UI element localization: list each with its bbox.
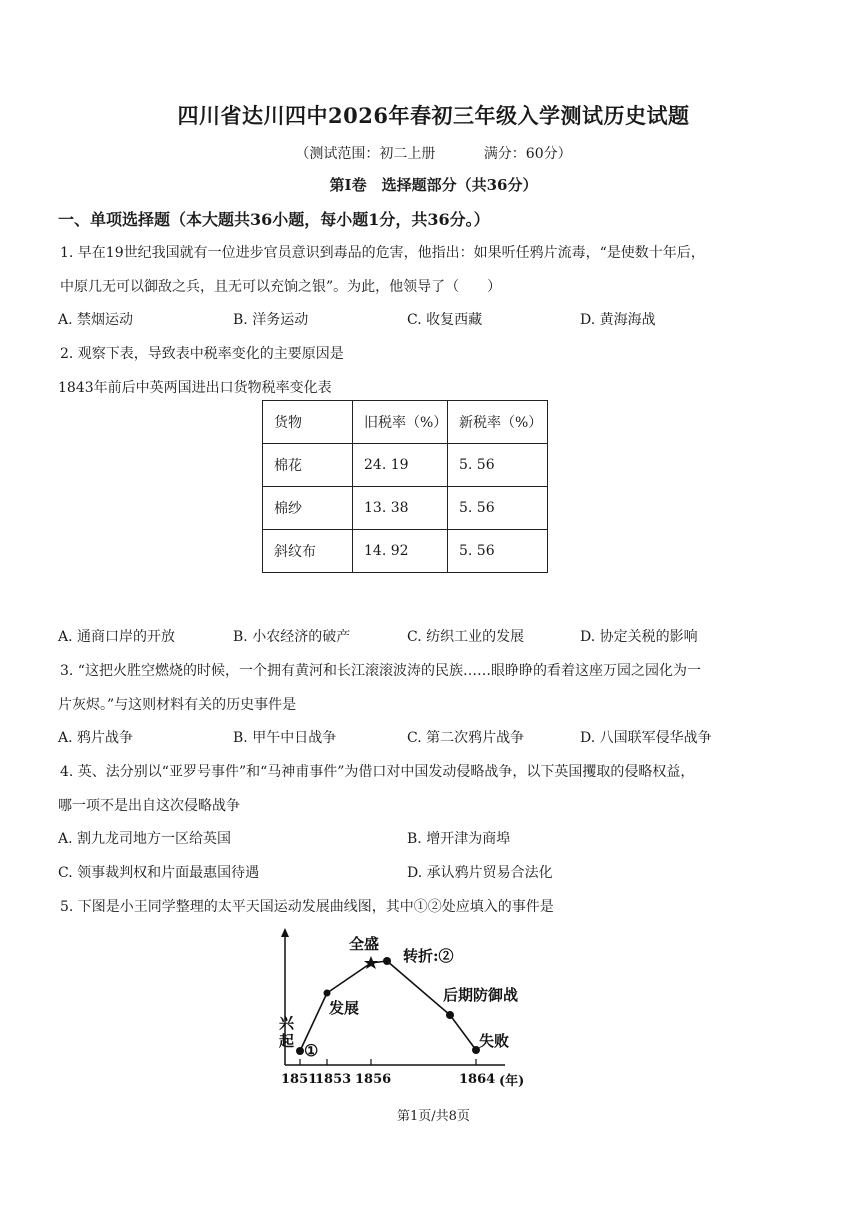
table-row <box>263 487 548 530</box>
q1-option-a: A. 禁烟运动 <box>58 312 134 328</box>
table-row <box>263 530 548 573</box>
q4-option-d: D. 承认鸦片贸易合法化 <box>407 865 553 881</box>
table-cell: 24. 19 <box>353 444 448 487</box>
point-develop <box>324 990 331 997</box>
y-axis-arrow-icon <box>281 928 289 937</box>
page-number: 第1页/共8页 <box>397 1109 470 1124</box>
q4-stem-line2: 哪一项不是出自这次侵略战争 <box>58 798 240 814</box>
table-header-cell: 旧税率（%） <box>353 401 448 444</box>
label-turn: 转折:② <box>403 947 454 965</box>
q1-stem-line2: 中原几无可以御敌之兵，且无可以充饷之银”。为此，他领导了（ ） <box>60 279 502 295</box>
x-unit-label: (年) <box>499 1074 525 1089</box>
page-title: 四川省达川四中2026年春初三年级入学测试历史试题 <box>177 103 690 128</box>
q1-option-d: D. 黄海海战 <box>580 312 656 328</box>
series-line <box>300 961 476 1051</box>
tick-label: 1851 <box>281 1072 318 1087</box>
table-caption: 1843年前后中英两国进出口货物税率变化表 <box>58 380 332 396</box>
q4-stem-line1: 4. 英、法分别以“亚罗号事件”和“马神甫事件”为借口对中国发动侵略战争，以下英国攫取的侵略权益， <box>60 764 695 780</box>
q4-option-b: B. 增开津为商埠 <box>407 831 511 847</box>
point-turn <box>383 957 391 965</box>
q3-stem-line2: 片灰烬。”与这则材料有关的历史事件是 <box>58 697 297 713</box>
table-cell: 棉花 <box>263 444 353 487</box>
table-cell: 14. 92 <box>353 530 448 573</box>
q1-option-c: C. 收复西藏 <box>407 312 483 328</box>
table-cell: 棉纱 <box>263 487 353 530</box>
tick-label: 1864 <box>459 1072 496 1087</box>
table-cell: 5. 56 <box>448 487 548 530</box>
q2-option-d: D. 协定关税的影响 <box>580 629 698 645</box>
section-heading: 一、单项选择题（本大题共36小题，每小题1分，共36分。） <box>58 210 490 229</box>
exam-meta <box>0 143 867 163</box>
q2-option-c: C. 纺织工业的发展 <box>407 629 525 645</box>
q3-option-d: D. 八国联军侵华战争 <box>580 730 712 746</box>
label-rise-2: 起 <box>279 1032 295 1050</box>
exam-score: 满分：60分） <box>483 146 572 162</box>
q3-option-a: A. 鸦片战争 <box>58 730 134 746</box>
point-rise <box>296 1047 304 1055</box>
q1-option-b: B. 洋务运动 <box>233 312 309 328</box>
table-row <box>263 444 548 487</box>
q4-option-a: A. 割九龙司地方一区给英国 <box>58 831 232 847</box>
table-cell: 斜纹布 <box>263 530 353 573</box>
table-header-row <box>263 401 548 444</box>
exam-scope: （测试范围：初二上册 <box>295 146 436 162</box>
tick-label: 1856 <box>355 1072 392 1087</box>
table-cell: 5. 56 <box>448 444 548 487</box>
point-defense <box>446 1011 454 1019</box>
label-develop: 发展 <box>329 999 360 1017</box>
q4-option-c: C. 领事裁判权和片面最惠国待遇 <box>58 865 260 881</box>
tick-label: 1853 <box>315 1072 352 1087</box>
label-rise-1: 兴 <box>279 1014 295 1032</box>
q3-option-b: B. 甲午中日战争 <box>233 730 337 746</box>
part-heading: 第Ⅰ卷 选择题部分（共36分） <box>329 176 538 194</box>
q3-stem-line1: 3. “这把火胜空燃烧的时候，一个拥有黄河和长江滚滚波涛的民族……眼睁睁的看着这座万园之园化为一 <box>60 663 701 679</box>
q1-stem-line1: 1. 早在19世纪我国就有一位进步官员意识到毒品的危害，他指出：如果听任鸦片流毒，“是使数十年后， <box>60 245 705 261</box>
q3-option-c: C. 第二次鸦片战争 <box>407 730 525 746</box>
label-defense: 后期防御战 <box>443 986 519 1004</box>
q2-option-a: A. 通商口岸的开放 <box>58 629 176 645</box>
label-marker1: ① <box>304 1041 319 1060</box>
q5-stem: 5. 下图是小王同学整理的太平天国运动发展曲线图，其中①②处应填入的事件是 <box>60 899 554 915</box>
label-fail: 失败 <box>479 1032 510 1050</box>
table-cell: 5. 56 <box>448 530 548 573</box>
table-header-cell: 新税率（%） <box>448 401 548 444</box>
q2-stem: 2. 观察下表，导致表中税率变化的主要原因是 <box>60 346 344 362</box>
table-header-cell: 货物 <box>263 401 353 444</box>
label-peak: 全盛 <box>349 935 380 953</box>
taiping-timeline-chart <box>265 925 535 1095</box>
table-cell: 13. 38 <box>353 487 448 530</box>
tax-rate-table <box>262 400 548 573</box>
q2-option-b: B. 小农经济的破产 <box>233 629 351 645</box>
